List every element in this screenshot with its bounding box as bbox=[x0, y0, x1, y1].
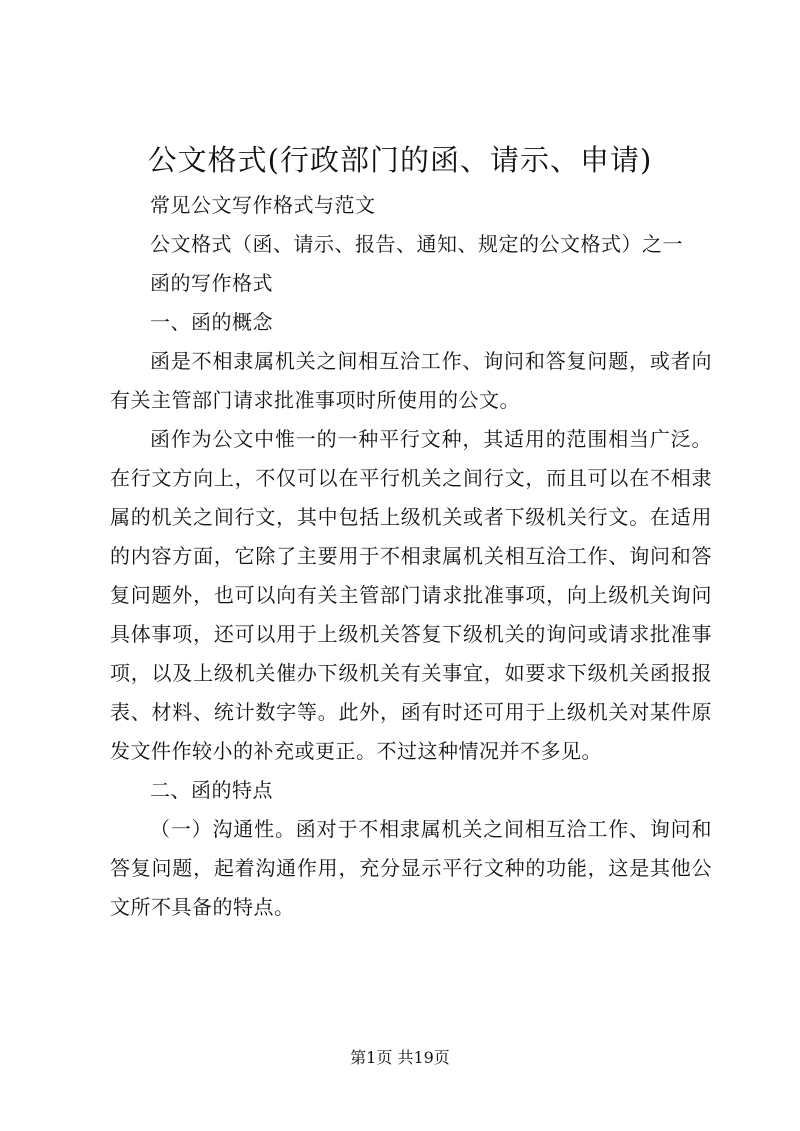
paragraph-feature-one: （一）沟通性。函对于不相隶属机关之间相互洽工作、询问和答复问题，起着沟通作用，充分显示平行文种的功能，这是其他公文所不具备的特点。 bbox=[110, 817, 712, 919]
paragraph-scope: 函作为公文中惟一的一种平行文种，其适用的范围相当广泛。在行文方向上，不仅可以在平行机关之间行文，而且可以在不相隶属的机关之间行文，其中包括上级机关或者下级机关行文。在适用的内容方面，它除了主要用于不相隶属机关相互洽工作、询问和答复问题外，也可以向有关主管部门请求批准事项，向上级机关询问具体事项，还可以用于上级机关答复下级机关的询问或请求批准事项，以及上级机关催办下级机关有关事宜，如要求下级机关函报报表、材料、统计数字等。此外，函有时还可用于上级机关对某件原发文件作较小的补充或更正。不过这种情况并不多见。 bbox=[110, 427, 712, 763]
paragraph-format-heading: 公文格式（函、请示、报告、通知、规定的公文格式）之一 bbox=[150, 232, 683, 256]
paragraph-section-title: 函的写作格式 bbox=[150, 271, 273, 295]
document-title: 公文格式(行政部门的函、请示、申请) bbox=[147, 143, 653, 177]
paragraph-definition: 函是不相隶属机关之间相互洽工作、询问和答复问题，或者向有关主管部门请求批准事项时所使用的公文。 bbox=[110, 349, 712, 412]
paragraph-heading-concept: 一、函的概念 bbox=[150, 310, 273, 334]
paragraph-subtitle: 常见公文写作格式与范文 bbox=[150, 193, 376, 217]
paragraph-heading-features: 二、函的特点 bbox=[150, 778, 273, 802]
page-footer: 第1页 共19页 bbox=[350, 1048, 450, 1067]
document-body bbox=[110, 186, 712, 927]
